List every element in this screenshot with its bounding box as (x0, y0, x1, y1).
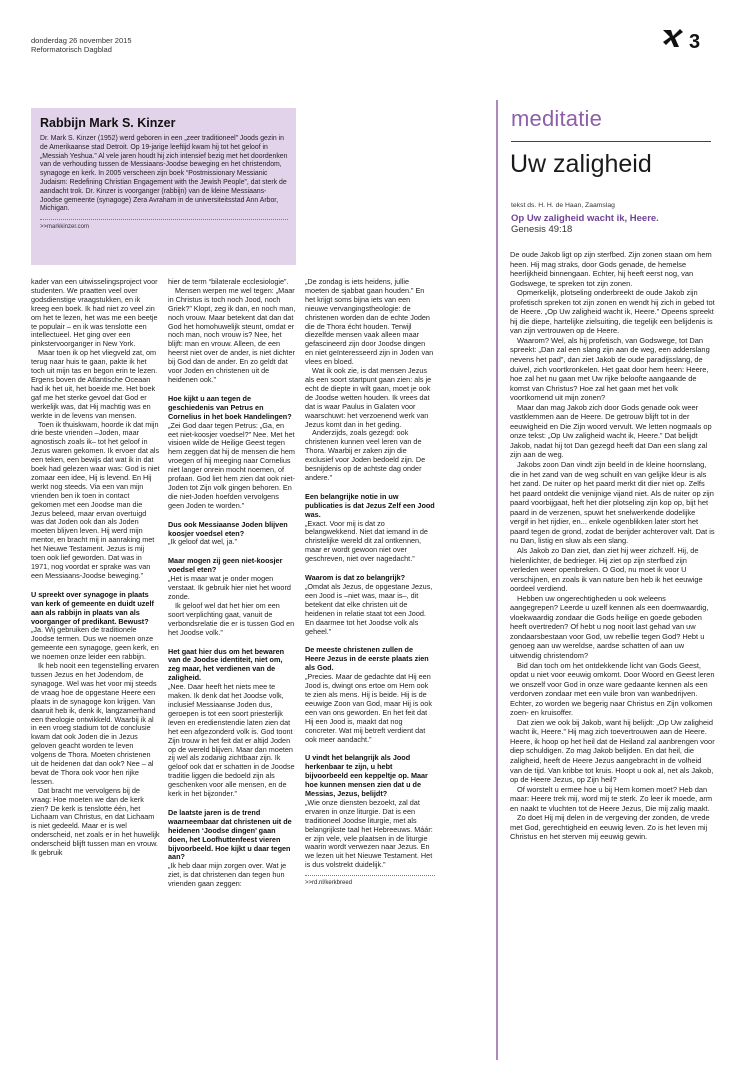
info-box-link[interactable]: >>markkinzer.com (40, 224, 90, 231)
page-header (31, 36, 132, 54)
meditation-paragraph: Zo doet Hij mij delen in de vergeving der zonden, de vrede met God, gerechtigheid en eeuwig leven. Zo is het leven mij Christus en het sterven mij eeuwig gewin. (510, 813, 710, 842)
interview-question: Hoe kijkt u aan tegen de geschiedenis van Petrus en Cornelius in het boek Handelingen? (168, 393, 292, 421)
article-column-3 (305, 278, 435, 888)
interview-question: Een belangrijke notie in uw publicaties is dat Jezus Zelf een Jood was. (305, 491, 435, 519)
meditation-byline: tekst ds. H. H. de Haan, Zaamslag (511, 202, 615, 209)
interview-question: Dus ook Messiaanse Joden blijven koosjer voedsel eten? (168, 519, 288, 538)
meditation-paragraph: Jakobs zoon Dan vindt zijn beeld in de kleine hoornslang, die in het zand van de weg schuilt en van gelijke kleur is als het zand. De ruiter op het paard merkt dit dier niet op. Zelfs het paard ontdekt die venijnige vijand niet. Als de ruiter op zijn paard voorbijgaat, heft het dier plotseling zijn kop op, bijt het paard in de verzenen, spuwt het snelwerkende dodelijke vergif in het rijdier, en... enkele ogenblikken later stort het paard tegen de grond, zodat de berijder achterover valt. Dat is nu Dan, listig en sluw als een slang. (510, 460, 715, 546)
meditation-paragraph: Maar dan mag Jakob zich door Gods genade ook weer vastklemmen aan de Heere. De getrouw blijft tot in der eeuwigheid en Die Zijn woord vervult. We letten nogmaals op onze tekst: „Op Uw zaligheid wacht ik, Heere.” Dat belijdt Jakob, nadat hij tot Dan gezegd heeft dat Dan een slang zal zijn aan de weg. (510, 402, 712, 460)
article-paragraph: „Precies. Maar de gedachte dat Hij een Jood is, dwingt ons ertoe om Hem ook te zien als mens. Hij is beide. Hij is de eeuwige Zoon van God, maar Hij is ook een van ons geworden. En het feit dat Hij een Jood is, maakt dat nog concreter. Wat mij betreft verdient dat ook meer aandacht.” (305, 672, 432, 744)
meditation-paragraph: Als Jakob zo Dan ziet, dan ziet hij weer zichzelf. Hij, de hielenlichter, de bedrieger. Hij ziet op zijn sterfbed zijn verleden weer openbreken. O God, nu moet ik voor U verschijnen, en zoals ik van nature ben heb ik het eeuwige oordeel verdiend. (510, 545, 703, 594)
article-paragraph: Dat bracht me vervolgens bij de vraag: Hoe moeten we dan de kerk zien? De kerk is tenslotte één, het Lichaam van Christus, en dat Lichaam is niet gedeeld. Maar er is wel onderscheid, net zoals er in het huwelijk onderscheid blijft tussen man en vrouw. Ik gebruik (31, 785, 160, 858)
info-box-text: Dr. Mark S. Kinzer (1952) werd geboren in een „zeer traditioneel” Joods gezin in de Amerikaanse stad Detroit. Op 19-jarige leeftijd kwam hij tot het geloof in „Messiah Yeshua.” Al vele jaren houdt hij zich intensief bezig met het doordenken van de verhouding tussen de Messiaans-Joodse beweging en het christendom, synagoge en kerk. In 2005 verscheen zijn boek “Postmissionary Messianic Judaism: Redefining Christian Engagement with the Jewish People”, dat sterk de aandacht trok. Dr. Kinzer is voorganger (rabbijn) van de kleine Messiaans-Joodse gemeente (synagoge) Zera Avraham in de universiteitsstad Ann Arbor, Michigan. (40, 135, 288, 213)
header-date: donderdag 26 november 2015 (31, 36, 132, 45)
article-column-1 (31, 278, 160, 858)
article-paragraph: „Omdat als Jezus, de opgestane Jezus, een Jood is –niet was, maar is–, dit betekent dat elke christen uit de heidenen in relatie staat tot een Jood. En daarmee tot het Joodse volk als geheel.” (305, 582, 433, 636)
meditation-title-rule (511, 141, 711, 142)
article-paragraph: „Nee. Daar heeft het niets mee te maken. Ik denk dat het Joodse volk, inclusief Messiaanse Joden dus, geroepen is tot een soort priesterlijk leven en eredienstendie laten zien dat het een afgezonderd volk is. God toont Zijn trouw in het feit dat er altijd Joden op de wereld blijven. Maar dan moeten zij wel als zodanig zichtbaar zijn. Ik geloof ook dat er schatten in de Joodse traditie liggen die bedoeld zijn als geschenken voor alle mensen, en de kerk in het bijzonder.” (168, 682, 295, 799)
meditation-paragraph: Waarom? Wel, als hij profetisch, van Godswege, tot Dan spreekt: „Dan zal een slang zijn aan de weg, een adderslang nevens het pad”, dan ziet Jakob de oude paradijsslang, de duivel, zich voortkronkelen. Het gaat door hem heen: Heere, hoe zal het nu gaan met Uw rijke beloofte aangaande de komst van Christus? Hoe zal het gaan met het volk voortkomend uit mijn zonen? (510, 335, 710, 403)
interview-question: Het gaat hier dus om het bewaren van de Joodse identiteit, niet om, zeg maar, het verdienen van de zaligheid. (168, 646, 285, 683)
info-box-divider (40, 219, 288, 220)
article-paragraph: Mensen werpen me wel tegen: „Maar in Christus is toch noch Jood, noch Griek?” Klopt, zeg ik dan, en noch man, noch vrouw. Maar betekent dat dan dat God het homohuwelijk steunt, omdat er noch man, noch vrouw is? Nee, het blijft: man en vrouw. Alleen, de een heerst niet over de ander, is niet dichter bij God dan de ander. En zo geldt dat voor Joden en christenen uit de heidenen ook.” (168, 285, 296, 384)
article-column-3-body (305, 278, 435, 870)
meditation-title: Uw zaligheid (510, 150, 652, 178)
article-paragraph: „De zondag is iets heidens, jullie moeten de sjabbat gaan houden.” En het krijgt soms bijna iets van een nieuwe vervangingstheologie: de christenen worden dan de echte Joden die de Thora écht houden. Terwijl diezelfde mensen vaak alleen maar gefascineerd zijn door Joodse dingen en niet geïnteresseerd zijn in Joden van vlees en bloed. (305, 277, 434, 367)
interview-question: U vindt het belangrijk als Jood herkenbaar te zijn, u hebt bijvoorbeeld een keppeltje op. Maar hoe kunnen mensen zien dat u de Messias, Jezus, belijdt? (305, 753, 428, 799)
meditation-section-label: meditatie (511, 106, 603, 131)
meditation-body (510, 250, 715, 842)
article-paragraph: „Wie onze diensten bezoekt, zal dat ervaren in onze liturgie. Dat is een traditioneel Joodse liturgie, met als belangrijkste taal het Hebreeuws. Máár: er zijn vele, vele plaatsen in de liturgie waarin wordt verwezen naar Jezus. En we lezen uit het Nieuwe Testament. Het is dus volstrekt duidelijk.” (305, 797, 433, 870)
meditation-paragraph: De oude Jakob ligt op zijn sterfbed. Zijn zonen staan om hem heen. Hij mag straks, door Gods genade, de hemelse heerlijkheid binnengaan. Echter, hij heeft eerst nog, van Godswege, te spreken tot zijn zonen. (510, 250, 712, 288)
article-paragraph: hier de term “bilaterale ecclesiologie”. (168, 277, 289, 286)
article-paragraph: „Exact. Voor mij is dat zo belangwekkend. Niet dat iemand in de christelijke wereld dit zal ontkennen, maar er wordt gewoon niet over geschreven, niet over nagedacht.” (305, 518, 428, 564)
interview-question: Waarom is dat zo belangrijk? (305, 573, 406, 583)
interview-question: De laatste jaren is de trend waarneembaar dat christenen uit de heidenen ‘Joodse dingen’ gaan doen, het Loofhuttenfeest vieren bijvoorbeeld. Hoe kijkt u daar tegen aan? (168, 807, 292, 862)
meditation-verse-reference: Genesis 49:18 (511, 224, 573, 235)
meditation-paragraph: Bid dan toch om het ontdekkende licht van Gods Geest, opdat u niet voor eeuwig omkomt. Door Woord en Geest leren we onszelf voor God in onze ware gedaante kennen als een verdorven zondaar met een vuile bron van wanbedrijven. Echter, zo worden we begerig naar Christus en Zijn volkomen zoen- en kruisoffer. (510, 660, 715, 718)
meditation-paragraph: Opmerkelijk, plotseling onderbreekt de oude Jakob zijn profetisch spreken tot zijn zonen en wendt hij zich in gebed tot de Heere. „Op Uw zaligheid wacht ik, Heere.” Opeens spreekt hij die diepe, hartelijke zielsuiting, die tegelijk een belijdenis is van zijn vertrouwen op de Heere. (510, 288, 715, 336)
article-paragraph: kader van een uitwisselingsproject voor studenten. We praatten veel over godsdienstige vraagstukken, en ik kreeg een boek. Ik had niet zo veel zin om het te lezen, het was me een beetje te populair – en ik was tenslotte een intellectueel. Het ging over een pinkstervoorganger in New York. (31, 277, 158, 349)
meditation-paragraph: Dat zien we ook bij Jakob, want hij belijdt: „Op Uw zaligheid wacht ik, Heere.” Hij mag zich toevertrouwen aan de Heere. Heere, ik hoop op het heil dat de Heiland zal aanbrengen voor diep schuldigen. Zo mag Jakob belijden. En dat heil, die zaligheid, heeft de Heere Jezus aangebracht in de volheid van de tijd. Van kribbe tot kruis. Hoopt u ook al, net als Jakob, op de Heere Jezus, op Zijn heil? (510, 717, 715, 785)
article-paragraph: „Ik geloof dat wel, ja.” (168, 537, 237, 547)
header-paper-name: Reformatorisch Dagblad (31, 45, 112, 54)
meditation-paragraph: Of worstelt u ermee hoe u bij Hem komen moet? Heb dan maar: Heere trek mij, word mij te sterk. Zo leer ik moede, arm en naakt te vluchten tot de Heere Jezus, Die mij zalig maakt. (510, 784, 713, 813)
info-box-title: Rabbijn Mark S. Kinzer (40, 116, 176, 130)
interview-question: De meeste christenen zullen de Heere Jezus in de eerste plaats zien als God. (305, 645, 429, 673)
article-paragraph: „Ja. Wij gebruiken de traditionele Joodse termen. Dus we noemen onze gemeente een synagoge, geen kerk, en we noemen onze leider een rabbijn. (31, 625, 159, 662)
meditation-bible-verse: Op Uw zaligheid wacht ik, Heere. (511, 213, 659, 224)
meditation-divider (496, 100, 498, 1060)
article-paragraph: Toen ik thuiskwam, hoorde ik dat mijn drie beste vrienden –Joden, maar agnostisch zoals ik– tot het geloof in Jezus waren gekomen. Ik ervoer dat als een teken, een bewijs dat wat ik in dat boek had gelezen waar was: God is niet zomaar een idee, Hij is levend. En Hij werkt nog steeds. Via een van mijn vrienden ben ik toen in contact gekomen met een Joodse man die Jezus beleed, maar ervan overtuigd was dat Joden ook dan als Joden moeten blijven leven. Hij werd mijn mentor, en bracht mij in aanraking met het Nieuwe Testament. Jezus is mij toen ook lief geworden. Dat was in 1971, nog voordat er sprake was van een Messiaans-Joodse beweging.” (31, 419, 160, 580)
article-column-2 (168, 278, 296, 889)
page-number: 3 (689, 31, 701, 53)
newspaper-logo-icon (662, 28, 684, 48)
article-paragraph: „Zei God daar tegen Petrus: „Ga, en eet niet-koosjer voedsel?” Nee. Met het visioen wilde de Heilige Geest tegen hem zeggen dat hij de mensen die hem vroegen of hij meeging naar Cornelius niet langer onrein mocht noemen, of profaan. God liet hem zien dat ook niet-Joden tot Zijn volk gingen behoren. En die niet-Joden hoefden vervolgens geen Joden te worden.” (168, 420, 295, 510)
interview-question: Maar mogen zij geen niet-koosjer voedsel eten? (168, 556, 283, 575)
article-paragraph: „Ik heb daar mijn zorgen over. Wat je ziet, is dat christenen dan tegen hun vrienden gaan zeggen: (168, 861, 287, 889)
meditation-paragraph: Hebben uw ongerechtigheden u ook weleens aangegrepen? Leerde u uzelf kennen als een doemwaardig, vloekwaardig zondaar die Gods heilige en goede geboden heeft overtreden? Of hebt u nog nooit last gehad van uw zondaarsbestaan voor God, uw rebellie tegen God? Hebt u genoeg aan uw wereldse, aardse schatten of aan uw uitwendig christendom? (510, 593, 709, 660)
article-paragraph: „Het is maar wat je onder mogen verstaat. Ik gebruik hier niet het woord zonde. (168, 574, 291, 601)
article-paragraph: Maar toen ik op het vliegveld zat, om terug naar huis te gaan, pakte ik het toch uit mijn tas en begon erin te lezen. Ergens boven de Atlantische Oceaan had ik het uit, het boeide me. Het boek gaf me het sterke gevoel dat God er werkelijk was, dat Hij machtig was en werkte in de levens van mensen. (31, 348, 158, 420)
article-paragraph: Anderzijds, zoals gezegd: ook christenen kunnen veel leren van de Thora. Waarbij er zaken zijn die exclusief voor Joden bedoeld zijn. De besnijdenis op de achtste dag onder andere.” (305, 428, 426, 482)
article-paragraph: Ik heb nooit een tegenstelling ervaren tussen Jezus en het Jodendom, de synagoge. Wel was het voor mij steeds de vraag hoe de opgestane Heere een plaats in de synagoge kon krijgen. Van daaruit heb ik, denk ik, langzamerhand een theologie ontwikkeld. Waarbij ik al in een vroeg stadium tot de conclusie kwam dat ook Joden die in Jezus geloven geacht worden te leven volgens de Thora. Moeten christenen uit de heidenen dat dan ook? Nee – al bevat de Thora ook voor hen rijke lessen. (31, 661, 159, 786)
article-paragraph: Ik geloof wel dat het hier om een soort verplichting gaat, vanuit de verbondsrelatie die er is tussen God en het Joodse volk.” (168, 600, 295, 637)
article-end-divider (305, 875, 435, 876)
info-box (31, 108, 296, 265)
article-paragraph: Wat ik ook zie, is dat mensen Jezus als een soort startpunt gaan zien: als je echt de diepte in wilt gaan, moet je ook de Joodse wetten houden. Ik vrees dat dat is waar Paulus in Galaten voor waarschuwt: het verzoenend werk van Jezus komt dan in het geding. (305, 366, 432, 429)
article-link[interactable]: >>rd.nl/kerkbreed (305, 880, 353, 887)
interview-question: U spreekt over synagoge in plaats van kerk of gemeente en duidt uzelf aan als rabbijn in plaats van als voorganger of predikant. Bewust? (31, 589, 154, 626)
